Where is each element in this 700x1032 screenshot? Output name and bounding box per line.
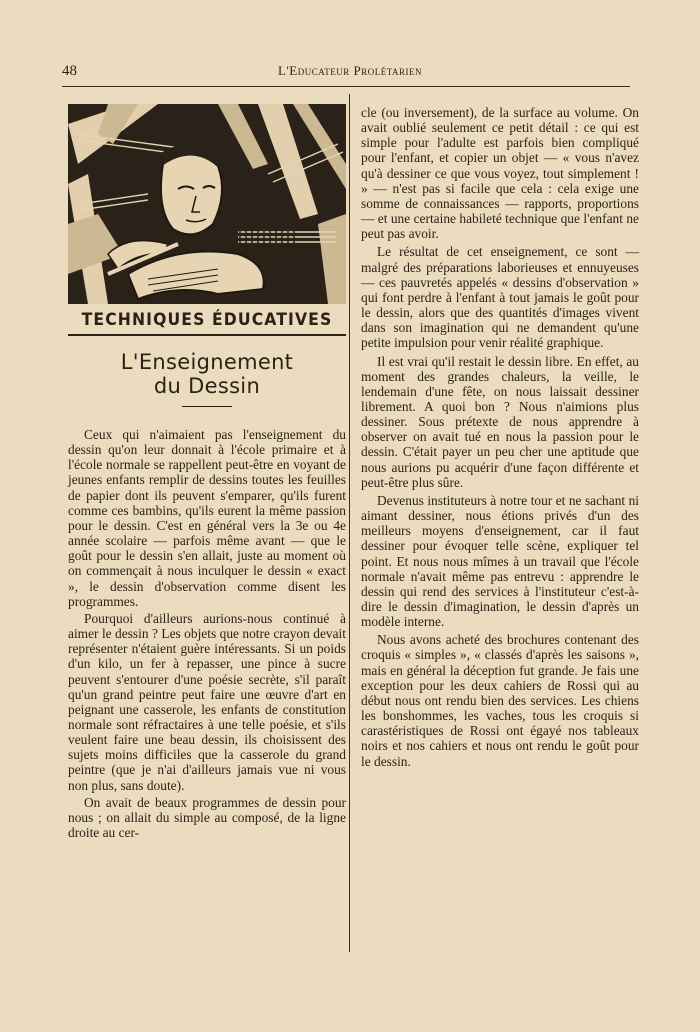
- page-number: 48: [62, 63, 77, 79]
- right-column-text: [361, 105, 639, 769]
- section-title: TECHNIQUES ÉDUCATIVES: [81, 310, 333, 330]
- woodcut-drawing-figure-icon: [68, 104, 346, 304]
- header-rule: [62, 86, 630, 87]
- paragraph: Il est vrai qu'il restait le dessin libre. En effet, au moment des grandes chaleurs, la veille, le lendemain d'une fête, on nous laissait dessiner librement. A quoi bon ? Nous n'aimions plus dessiner. Sous prétexte de nous apprendre à observer on avait tué en nous la passion pour le dessin. C'était payer un peu cher une aptitude que nous aurions pu acquérir d'une façon différente et peut-être plus sûre.: [361, 353, 639, 490]
- column-divider: [349, 94, 350, 952]
- running-title-text: L'Educateur Prolétarien: [278, 63, 422, 78]
- article-title-line-2: du Dessin: [153, 374, 261, 398]
- article-title-line-1: L'Enseignement: [120, 350, 294, 374]
- section-rule: [68, 334, 346, 336]
- paragraph: Pourquoi d'ailleurs aurions-nous continué à aimer le dessin ? Les objets que notre crayon devait représenter n'étaient guère intéressants. Si un poids d'un kilo, un fer à repasser, une pince à sucre peuvent s'entourer d'une poésie secrète, s'il paraît qu'un grand peintre peut faire une œuvre d'art en peignant une casserole, les enfants de constitution normale sont réfractaires à une telle poésie, et s'ils veulent faire une beau dessin, ils choisissent des sujets moins difficiles que la casserole du grand peintre (que je n'ai d'ailleurs jamais vue ni vous non plus, sans doute).: [68, 610, 346, 793]
- paragraph: Nous avons acheté des brochures contenant des croquis « simples », « classés d'après les saisons », mais en général la déception fut grande. Je fais une exception pour les deux cahiers de Rossi qui au début nous ont rendu bien des services. Les chiens les bonshommes, les vaches, tous les croquis si carastéristiques de Rossi ont égayé nos tableaux noirs et nos cahiers et nous ont rendu le goût pour le dessin.: [361, 632, 639, 769]
- paragraph: On avait de beaux programmes de dessin pour nous ; on allait du simple au composé, de la ligne droite au cer-: [68, 794, 346, 841]
- left-column-text: [68, 427, 346, 840]
- right-column: [361, 105, 639, 772]
- article-title: [68, 350, 346, 398]
- paragraph: cle (ou inversement), de la surface au volume. On avait oublié seulement ce petit détail : ce qui est simple pour l'adulte est parfois bien compliqué pour l'enfant, et copier un objet — « vous n'avez qu'à dessiner ce que vous voyez, tout simplement ! » — n'est pas si facile que cela : cela exige une somme de connaissances — rapports, proportions — et une certaine habileté technique que l'enfant ne peut pas avoir.: [361, 105, 639, 242]
- paragraph: Devenus instituteurs à notre tour et ne sachant ni aimant dessiner, nous étions privés d'un des meilleurs moyens d'enseignement, car il faut dessiner pour évoquer telle scène, expliquer tel point. Et nous nous mîmes à un travail que l'école normale n'avait même pas entrevu : apprendre le dessin qui rend des services à l'instituteur c'est-à-dire le dessin d'imagination, le dessin d'après un modèle interne.: [361, 492, 639, 630]
- paragraph: Ceux qui n'aimaient pas l'enseignement du dessin qu'on leur donnait à l'école primaire et à l'école normale se rappellent peut-être en voyant de jeunes enfants remplir de dessins toutes les feuilles de papier dont ils peuvent s'emparer, qu'ils furent comme ces bambins, qu'ils eurent la même passion pour le dessin. C'est en général vers la 3e ou 4e année scolaire — parfois même avant — que le goût pour le dessin s'en allait, juste au moment où on commençait à nous inculquer le dessin « exact », le dessin d'observation comme disent les programmes.: [68, 427, 346, 609]
- title-ornament-rule: [182, 406, 232, 407]
- running-title: [0, 63, 700, 79]
- left-column: [68, 104, 346, 842]
- paragraph: Le résultat de cet enseignement, ce sont — malgré des préparations laborieuses et ennuyeuses — ces pauvretés appelés « dessins d'observation » qui font perdre à l'enfant à tout jamais le goût pour le dessin, alors que des quantités d'images vivent dans son imagination qui ne demandent qu'une petite impulsion pour venir réalité graphique.: [361, 244, 639, 351]
